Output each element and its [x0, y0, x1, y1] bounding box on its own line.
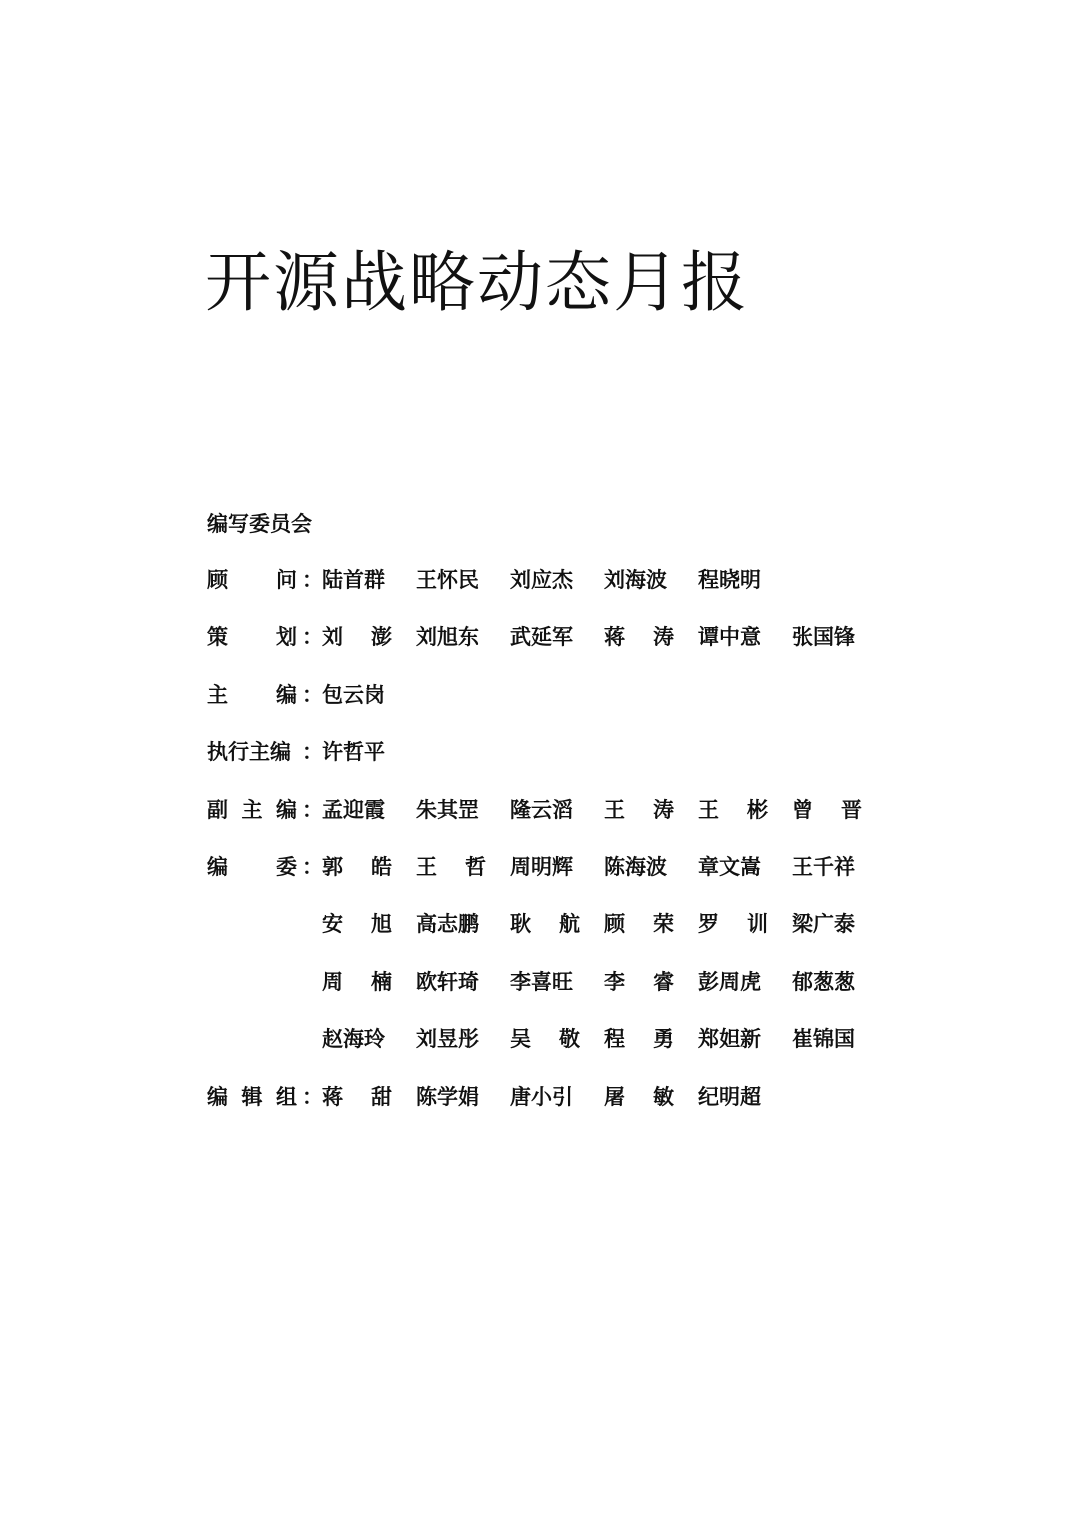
member-name: 包云岗 [322, 682, 385, 707]
member-name: 刘旭东 [416, 625, 479, 650]
member-name: 唐小引 [510, 1084, 573, 1109]
member-name: 武延军 [510, 625, 573, 650]
member-name: 耿 航 [510, 912, 580, 937]
committee-row [207, 794, 887, 851]
role-label-text: 主 编 [207, 682, 297, 707]
member-name: 刘昱彤 [416, 1027, 479, 1052]
committee-row [207, 736, 887, 793]
member-name: 纪明超 [698, 1084, 761, 1109]
committee-row [207, 1081, 887, 1138]
member-name: 王怀民 [416, 568, 479, 592]
committee-list [207, 564, 887, 1138]
member-name: 刘海波 [604, 568, 667, 592]
member-name: 孟迎霞 [322, 797, 385, 822]
member-name: 郑妲新 [698, 1027, 761, 1052]
role-colon: ： [302, 682, 323, 707]
member-name: 高志鹏 [416, 912, 479, 937]
member-names [322, 564, 792, 596]
role-colon: ： [302, 625, 323, 650]
member-name: 王 涛 [604, 797, 674, 822]
committee-row [207, 966, 887, 1023]
role-colon: ： [302, 740, 323, 765]
member-name: 安 旭 [322, 912, 392, 937]
member-name: 王 哲 [416, 854, 486, 879]
role-label-text: 编 委 [207, 854, 297, 879]
member-names [322, 851, 886, 883]
role-label [207, 736, 322, 768]
role-label-text: 编 辑 组 [207, 1084, 297, 1109]
member-name: 屠 敏 [604, 1084, 674, 1109]
role-colon: ： [302, 854, 323, 879]
role-label-text: 顾 问 [207, 568, 297, 592]
committee-row [207, 679, 887, 736]
role-label-text: 执行主编 [207, 740, 291, 765]
member-name: 陈学娟 [416, 1084, 479, 1109]
member-name: 郭 皓 [322, 854, 392, 879]
member-name: 刘应杰 [510, 568, 573, 592]
member-name: 章文嵩 [698, 854, 761, 879]
member-name: 梁广泰 [792, 912, 855, 937]
member-name: 欧轩琦 [416, 969, 479, 994]
member-names [322, 621, 886, 653]
member-names [322, 1081, 792, 1113]
member-name: 蒋 甜 [322, 1084, 392, 1109]
member-name: 周 楠 [322, 969, 392, 994]
member-names [322, 1023, 886, 1055]
role-label [207, 794, 322, 826]
role-colon: ： [302, 568, 323, 592]
role-label-text: 策 划 [207, 625, 297, 650]
member-name: 张国锋 [792, 625, 855, 650]
role-label [207, 621, 322, 653]
member-names [322, 966, 886, 998]
role-label [207, 564, 322, 596]
member-name: 程晓明 [698, 568, 761, 592]
member-name: 李 睿 [604, 969, 674, 994]
member-name: 罗 训 [698, 912, 768, 937]
role-label [207, 679, 322, 711]
committee-row [207, 908, 887, 965]
member-names [322, 908, 886, 940]
committee-row [207, 1023, 887, 1080]
member-name: 隆云滔 [510, 797, 573, 822]
member-names [322, 736, 416, 768]
member-name: 程 勇 [604, 1027, 674, 1052]
member-name: 陆首群 [322, 568, 385, 592]
member-name: 顾 荣 [604, 912, 674, 937]
committee-row [207, 851, 887, 908]
role-label [207, 851, 322, 883]
member-name: 刘 澎 [322, 625, 392, 650]
member-name: 朱其罡 [416, 797, 479, 822]
member-name: 李喜旺 [510, 969, 573, 994]
committee-heading: 编写委员会 [207, 512, 312, 536]
member-names [322, 679, 416, 711]
role-colon: ： [302, 1084, 323, 1109]
committee-row [207, 564, 887, 621]
document-title: 开源战略动态月报 [205, 244, 749, 321]
member-names [322, 794, 886, 826]
member-name: 彭周虎 [698, 969, 761, 994]
member-name: 谭中意 [698, 625, 761, 650]
role-colon: ： [302, 797, 323, 822]
member-name: 王 彬 [698, 797, 768, 822]
member-name: 曾 晋 [792, 797, 862, 822]
member-name: 许哲平 [322, 740, 385, 765]
member-name: 郁葱葱 [792, 969, 855, 994]
member-name: 陈海波 [604, 854, 667, 879]
member-name: 吴 敬 [510, 1027, 580, 1052]
member-name: 王千祥 [792, 854, 855, 879]
role-label [207, 1081, 322, 1113]
role-label-text: 副 主 编 [207, 797, 297, 822]
member-name: 崔锦国 [792, 1027, 855, 1052]
committee-row [207, 621, 887, 678]
member-name: 赵海玲 [322, 1027, 385, 1052]
member-name: 蒋 涛 [604, 625, 674, 650]
member-name: 周明辉 [510, 854, 573, 879]
